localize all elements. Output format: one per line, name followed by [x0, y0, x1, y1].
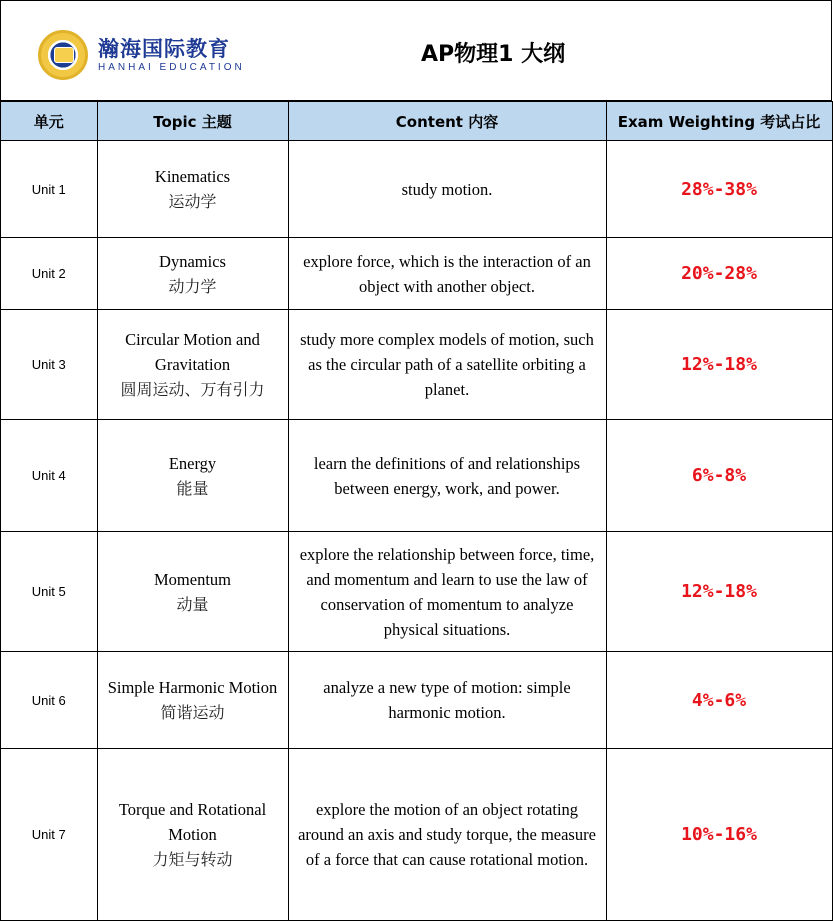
column-header-topic: Topic 主题 — [97, 102, 288, 141]
table-header-row — [1, 102, 832, 141]
topic-en: Kinematics — [154, 167, 231, 186]
unit-cell: Unit 5 — [1, 532, 97, 652]
topic-en: Torque and Rotational Motion — [118, 800, 267, 844]
table-row — [1, 749, 832, 921]
topic-en: Dynamics — [159, 251, 226, 271]
column-header-unit: 单元 — [1, 102, 97, 141]
unit-cell: Unit 6 — [1, 652, 97, 749]
unit-cell: Unit 7 — [1, 749, 97, 921]
unit-cell: Unit 3 — [1, 310, 97, 420]
weighting-cell: 12%-18% — [606, 532, 832, 652]
topic-cell — [97, 652, 288, 749]
table-row — [1, 238, 832, 310]
column-header-weighting: Exam Weighting 考试占比 — [606, 102, 832, 141]
column-header-content: Content 内容 — [288, 102, 606, 141]
topic-en: Momentum — [154, 569, 231, 589]
hanhai-seal-logo-icon — [38, 30, 88, 80]
content-cell: study motion. — [288, 141, 606, 238]
unit-cell: Unit 2 — [1, 238, 97, 310]
topic-cn: 简谐运动 — [160, 703, 225, 722]
topic-cn: 圆周运动、万有引力 — [120, 380, 265, 399]
content-cell: learn the definitions of and relationships between energy, work, and power. — [288, 420, 606, 532]
brand-name-en: HANHAI EDUCATION — [98, 61, 245, 73]
document-header — [1, 1, 832, 101]
content-cell: study more complex models of motion, such as the circular path of a satellite orbiting a planet. — [288, 310, 606, 420]
topic-en: Energy — [168, 453, 217, 473]
topic-cn: 动力学 — [168, 276, 217, 296]
topic-cn: 运动学 — [168, 192, 217, 211]
weighting-cell: 12%-18% — [606, 310, 832, 420]
brand-text — [98, 37, 245, 74]
table-row — [1, 532, 832, 652]
content-cell: explore the motion of an object rotating around an axis and study torque, the measure of a force that can cause rotational motion. — [288, 749, 606, 921]
content-cell: analyze a new type of motion: simple harmonic motion. — [288, 652, 606, 749]
topic-cn: 能量 — [176, 478, 209, 498]
table-row — [1, 310, 832, 420]
brand-logo — [38, 30, 245, 80]
syllabus-table — [1, 101, 833, 921]
topic-cn: 动量 — [176, 594, 209, 614]
topic-cn: 力矩与转动 — [152, 850, 233, 869]
topic-cell — [97, 532, 288, 652]
brand-name-cn: 瀚海国际教育 — [98, 36, 230, 61]
topic-cell — [97, 420, 288, 532]
content-cell: explore force, which is the interaction of an object with another object. — [288, 238, 606, 310]
unit-cell: Unit 1 — [1, 141, 97, 238]
topic-en: Circular Motion and Gravitation — [125, 330, 260, 374]
table-row — [1, 141, 832, 238]
weighting-cell: 28%-38% — [606, 141, 832, 238]
topic-cell — [97, 749, 288, 921]
topic-en: Simple Harmonic Motion — [107, 678, 278, 697]
unit-cell: Unit 4 — [1, 420, 97, 532]
topic-cell — [97, 141, 288, 238]
content-cell: explore the relationship between force, time, and momentum and learn to use the law of conservation of momentum to analyze physical situations. — [288, 532, 606, 652]
table-row — [1, 652, 832, 749]
topic-cell — [97, 238, 288, 310]
weighting-cell: 4%-6% — [606, 652, 832, 749]
page-title: AP物理1 大纲 — [421, 42, 566, 67]
weighting-cell: 6%-8% — [606, 420, 832, 532]
topic-cell — [97, 310, 288, 420]
weighting-cell: 20%-28% — [606, 238, 832, 310]
table-row — [1, 420, 832, 532]
weighting-cell: 10%-16% — [606, 749, 832, 921]
